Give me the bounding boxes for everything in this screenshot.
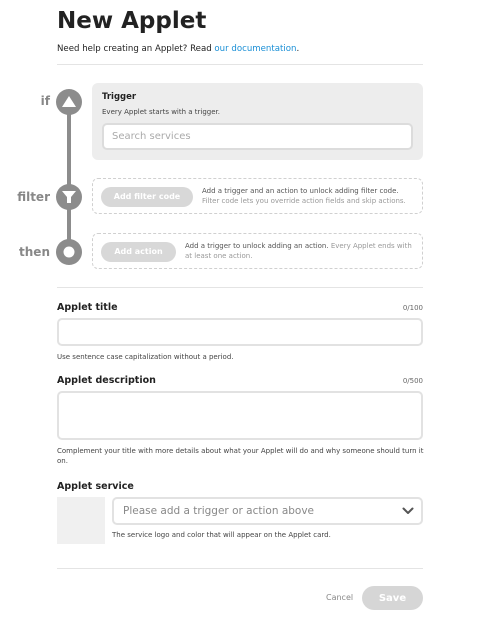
applet-description-counter: 0/500 xyxy=(402,377,423,385)
help-text xyxy=(57,44,299,54)
service-select-placeholder: Please add a trigger or action above xyxy=(123,505,315,517)
if-step xyxy=(56,89,82,115)
trigger-subtitle: Every Applet starts with a trigger. xyxy=(102,108,221,116)
filter-panel xyxy=(92,178,423,214)
applet-description-input[interactable] xyxy=(57,391,423,440)
applet-description-hint: Complement your title with more details about what your Applet will do and why someone should turn it on. xyxy=(57,447,424,465)
applet-title-counter: 0/100 xyxy=(402,304,423,312)
action-text-main: Add a trigger to unlock adding an action. xyxy=(185,242,329,250)
action-text-muted: Every Applet ends with at least one action. xyxy=(185,242,412,260)
flow-rail xyxy=(67,100,71,252)
filter-text-main: Add a trigger and an action to unlock adding filter code. xyxy=(202,187,399,195)
help-prefix: Need help creating an Applet? Read xyxy=(57,44,215,54)
trigger-panel xyxy=(92,83,423,160)
search-services-input[interactable] xyxy=(102,123,413,150)
cancel-button[interactable]: Cancel xyxy=(326,593,354,602)
triangle-up-icon xyxy=(56,89,82,115)
footer-divider xyxy=(57,568,423,569)
trigger-title: Trigger xyxy=(102,92,137,102)
then-step xyxy=(56,239,82,265)
action-description xyxy=(185,241,419,261)
applet-service-label: Applet service xyxy=(57,481,134,492)
filter-text-muted: Filter code lets you override action fields and skip actions. xyxy=(202,197,406,205)
add-action-button[interactable]: Add action xyxy=(101,242,176,262)
then-label: then xyxy=(19,245,50,259)
help-suffix: . xyxy=(296,44,300,54)
header-divider xyxy=(57,64,423,65)
documentation-link[interactable]: our documentation xyxy=(214,44,297,54)
flow-divider xyxy=(57,287,423,288)
funnel-icon xyxy=(56,184,82,210)
applet-title-hint: Use sentence case capitalization without a period. xyxy=(57,353,234,361)
if-label: if xyxy=(40,94,50,108)
service-logo-placeholder xyxy=(57,497,105,544)
filter-description xyxy=(202,186,417,206)
filter-label: filter xyxy=(17,190,50,204)
applet-title-label: Applet title xyxy=(57,302,118,313)
circle-icon xyxy=(56,239,82,265)
applet-service-select[interactable] xyxy=(112,497,423,525)
save-button[interactable]: Save xyxy=(362,586,423,610)
applet-title-input[interactable] xyxy=(57,318,423,346)
applet-service-hint: The service logo and color that will appear on the Applet card. xyxy=(112,531,331,539)
chevron-down-icon xyxy=(402,506,414,516)
action-panel xyxy=(92,233,423,269)
page-title: New Applet xyxy=(57,8,207,34)
add-filter-code-button[interactable]: Add filter code xyxy=(101,187,193,207)
filter-step xyxy=(56,184,82,210)
applet-description-label: Applet description xyxy=(57,375,156,386)
